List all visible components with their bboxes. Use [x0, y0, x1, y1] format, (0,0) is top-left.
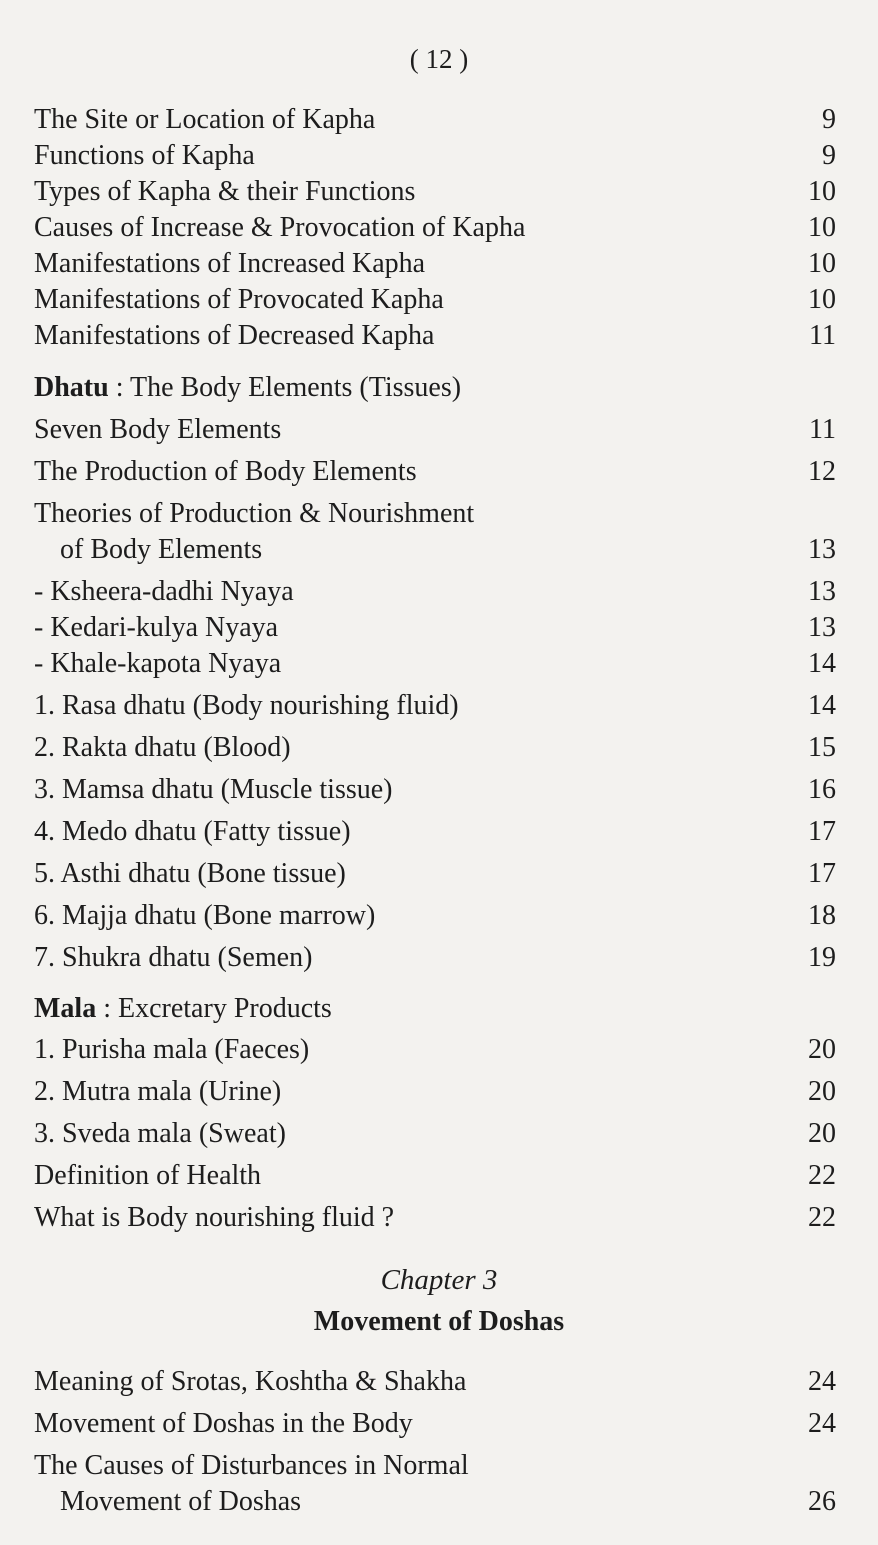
entry-title: The Production of Body Elements	[34, 456, 417, 487]
toc-entry	[34, 816, 836, 848]
entry-page: 9	[822, 140, 836, 171]
toc-entry-line1: Theories of Production & Nourishment	[34, 498, 475, 529]
entry-title: Meaning of Srotas, Koshtha & Shakha	[34, 1366, 467, 1397]
toc-entry	[34, 1118, 836, 1150]
entry-title: Seven Body Elements	[34, 414, 282, 445]
chapter-title: Movement of Doshas	[313, 1306, 565, 1337]
entry-title: 3. Sveda mala (Sweat)	[34, 1118, 286, 1149]
toc-entry	[34, 212, 836, 244]
entry-title: What is Body nourishing fluid ?	[34, 1202, 395, 1233]
toc-entry	[34, 1076, 836, 1108]
entry-title: Manifestations of Provocated Kapha	[34, 284, 444, 315]
entry-title: - Kedari-kulya Nyaya	[34, 612, 279, 643]
section-heading-mala	[34, 993, 332, 1025]
toc-entry	[34, 648, 836, 680]
section-heading-dhatu	[34, 372, 461, 404]
chapter-label: Chapter 3	[380, 1264, 498, 1296]
toc-entry	[34, 284, 836, 316]
entry-title: Functions of Kapha	[34, 140, 255, 171]
toc-entry	[34, 690, 836, 722]
entry-page: 22	[808, 1202, 836, 1233]
entry-title: 3. Mamsa dhatu (Muscle tissue)	[34, 774, 393, 805]
entry-page: 18	[808, 900, 836, 931]
toc-entry	[34, 774, 836, 806]
entry-page: 24	[808, 1366, 836, 1397]
toc-entry	[34, 176, 836, 208]
entry-page: 13	[808, 612, 836, 643]
heading-rest: : The Body Elements (Tissues)	[108, 372, 462, 403]
entry-page: 11	[809, 414, 836, 445]
toc-entry	[34, 576, 836, 608]
entry-title: - Khale-kapota Nyaya	[34, 648, 282, 679]
heading-bold: Mala	[34, 993, 97, 1024]
entry-page: 10	[808, 212, 836, 243]
entry-page: 11	[809, 320, 836, 351]
entry-page: 14	[808, 648, 836, 679]
entry-page: 22	[808, 1160, 836, 1191]
entry-title: Types of Kapha & their Functions	[34, 176, 416, 207]
entry-title: 2. Rakta dhatu (Blood)	[34, 732, 291, 763]
toc-entry	[34, 858, 836, 890]
page-number: ( 12 )	[409, 44, 469, 74]
entry-page: 10	[808, 176, 836, 207]
toc-entry	[34, 320, 836, 352]
toc-entry	[34, 248, 836, 280]
entry-page: 26	[808, 1486, 836, 1517]
entry-title: of Body Elements	[60, 534, 263, 565]
entry-page: 16	[808, 774, 836, 805]
toc-entry	[34, 414, 836, 446]
entry-title: 2. Mutra mala (Urine)	[34, 1076, 282, 1107]
toc-entry	[34, 140, 836, 172]
toc-entry	[34, 534, 836, 566]
entry-title: 7. Shukra dhatu (Semen)	[34, 942, 313, 973]
entry-title: Definition of Health	[34, 1160, 262, 1191]
toc-entry	[34, 1486, 836, 1518]
entry-title: 5. Asthi dhatu (Bone tissue)	[34, 858, 346, 889]
heading-rest: : Excretary Products	[96, 993, 332, 1024]
toc-entry	[34, 732, 836, 764]
entry-page: 19	[808, 942, 836, 973]
entry-page: 15	[808, 732, 836, 763]
entry-page: 9	[822, 104, 836, 135]
toc-entry	[34, 1202, 836, 1234]
entry-title: 1. Rasa dhatu (Body nourishing fluid)	[34, 690, 459, 721]
entry-page: 12	[808, 456, 836, 487]
entry-page: 20	[808, 1076, 836, 1107]
entry-title: Causes of Increase & Provocation of Kapha	[34, 212, 526, 243]
entry-title: - Ksheera-dadhi Nyaya	[34, 576, 294, 607]
entry-page: 20	[808, 1034, 836, 1065]
entry-page: 10	[808, 248, 836, 279]
toc-entry	[34, 900, 836, 932]
toc-entry	[34, 1160, 836, 1192]
entry-page: 24	[808, 1408, 836, 1439]
entry-title: Movement of Doshas in the Body	[34, 1408, 413, 1439]
entry-title: The Site or Location of Kapha	[34, 104, 376, 135]
entry-title: 6. Majja dhatu (Bone marrow)	[34, 900, 376, 931]
heading-bold: Dhatu	[34, 372, 109, 403]
entry-page: 20	[808, 1118, 836, 1149]
entry-title: Manifestations of Decreased Kapha	[34, 320, 435, 351]
toc-entry	[34, 1366, 836, 1398]
toc-entry	[34, 456, 836, 488]
entry-page: 14	[808, 690, 836, 721]
toc-entry-line1: The Causes of Disturbances in Normal	[34, 1450, 469, 1481]
toc-entry	[34, 1034, 836, 1066]
entry-page: 17	[808, 816, 836, 847]
entry-title: Manifestations of Increased Kapha	[34, 248, 426, 279]
entry-page: 10	[808, 284, 836, 315]
entry-title: Movement of Doshas	[60, 1486, 302, 1517]
entry-page: 17	[808, 858, 836, 889]
toc-entry	[34, 1408, 836, 1440]
toc-entry	[34, 104, 836, 136]
toc-entry	[34, 612, 836, 644]
entry-title: 4. Medo dhatu (Fatty tissue)	[34, 816, 351, 847]
entry-page: 13	[808, 534, 836, 565]
toc-entry	[34, 942, 836, 974]
entry-title: 1. Purisha mala (Faeces)	[34, 1034, 310, 1065]
entry-page: 13	[808, 576, 836, 607]
